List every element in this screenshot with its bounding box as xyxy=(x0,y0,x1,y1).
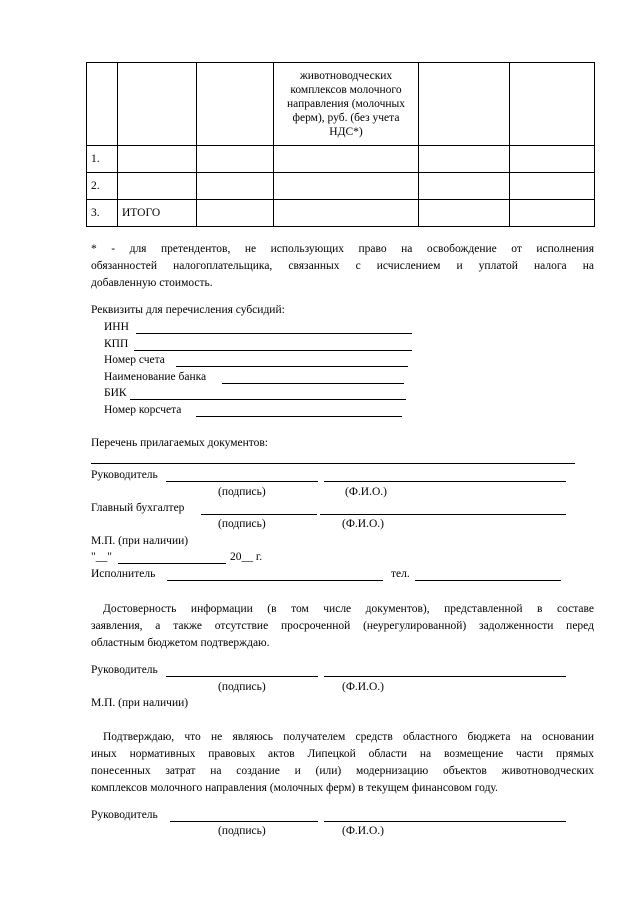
date-year: 20__ г. xyxy=(230,551,263,563)
table-cell xyxy=(274,200,419,227)
requisites-title: Реквизиты для перечисления субсидий: xyxy=(91,304,285,316)
header-line: ферм), руб. (без учета xyxy=(292,112,400,124)
kpp-label: КПП xyxy=(104,338,129,350)
table-header-cell xyxy=(274,63,419,146)
date-month-field[interactable] xyxy=(118,563,226,564)
table-cell xyxy=(510,173,595,200)
documents-title: Перечень прилагаемых документов: xyxy=(91,437,269,449)
paragraph-line: Достоверность информации (в том числе документов), представленной в составе xyxy=(103,603,594,615)
date-day: "__" xyxy=(91,551,112,563)
footnote-line: добавленную стоимость. xyxy=(91,277,213,289)
stamp-label: М.П. (при наличии) xyxy=(91,697,189,709)
fio-caption: (Ф.И.О.) xyxy=(342,681,384,693)
table-cell xyxy=(197,146,274,173)
bank-name-field[interactable] xyxy=(222,383,404,384)
corr-account-label: Номер корсчета xyxy=(104,404,182,416)
table-cell xyxy=(510,200,595,227)
row-number: 3. xyxy=(87,200,118,227)
director-fio-field[interactable] xyxy=(324,821,566,822)
paragraph-line: заявления, а также отсутствие просроченной (неурегулированной) задолженности перед xyxy=(91,620,594,632)
row-name xyxy=(118,173,197,200)
table-cell xyxy=(419,173,510,200)
paragraph-line: понесенных затрат на создание и (или) модернизацию объектов животноводческих xyxy=(91,765,594,777)
footnote-line: * - для претендентов, не использующих право на освобождение от исполнения xyxy=(91,243,594,255)
fio-caption: (Ф.И.О.) xyxy=(342,825,384,837)
signature-caption: (подпись) xyxy=(218,518,266,530)
account-field[interactable] xyxy=(176,366,408,367)
bik-label: БИК xyxy=(104,387,127,399)
inn-field[interactable] xyxy=(136,333,412,334)
signature-caption: (подпись) xyxy=(218,486,266,498)
row-name xyxy=(118,146,197,173)
header-line: НДС*) xyxy=(329,126,363,138)
confirmation-paragraph-2 xyxy=(91,729,594,797)
account-label: Номер счета xyxy=(104,354,165,366)
row-number: 2. xyxy=(87,173,118,200)
signature-caption: (подпись) xyxy=(218,825,266,837)
chief-accountant-label: Главный бухгалтер xyxy=(91,502,185,514)
table-row xyxy=(87,146,595,173)
paragraph-line: комплексов молочного направления (молочных ферм) в текущем финансовом году. xyxy=(91,782,498,794)
table-cell xyxy=(419,63,510,146)
director-signature-field[interactable] xyxy=(170,821,318,822)
table-cell xyxy=(274,173,419,200)
director-label: Руководитель xyxy=(91,469,158,481)
table-cell xyxy=(510,63,595,146)
table-cell xyxy=(197,63,274,146)
table-cell xyxy=(510,146,595,173)
director-signature-field[interactable] xyxy=(166,676,318,677)
header-line: животноводческих xyxy=(299,70,393,82)
fio-caption: (Ф.И.О.) xyxy=(342,518,384,530)
paragraph-line: иных нормативных правовых актов Липецкой области на возмещение части прямых xyxy=(91,748,594,760)
phone-field[interactable] xyxy=(415,580,561,581)
stamp-label: М.П. (при наличии) xyxy=(91,535,189,547)
header-line: комплексов молочного xyxy=(290,84,402,96)
footnote-line: обязанностей налогоплательщика, связанных с исчислением и уплатой налога на xyxy=(91,260,594,272)
confirmation-paragraph-1 xyxy=(91,601,594,652)
table-header-row xyxy=(87,63,595,146)
fio-caption: (Ф.И.О.) xyxy=(345,486,387,498)
signature-caption: (подпись) xyxy=(218,681,266,693)
paragraph-line: Подтверждаю, что не являюсь получателем средств областного бюджета на основании xyxy=(103,731,594,743)
row-name: ИТОГО xyxy=(118,200,197,227)
subsidy-table xyxy=(86,62,595,227)
paragraph-line: областным бюджетом подтверждаю. xyxy=(91,637,270,649)
row-number: 1. xyxy=(87,146,118,173)
table-cell xyxy=(87,63,118,146)
executor-field[interactable] xyxy=(167,580,383,581)
table-cell xyxy=(274,146,419,173)
phone-label: тел. xyxy=(391,568,410,580)
executor-label: Исполнитель xyxy=(91,568,156,580)
director-label: Руководитель xyxy=(91,664,158,676)
director-fio-field[interactable] xyxy=(324,676,566,677)
footnote xyxy=(91,241,594,292)
corr-account-field[interactable] xyxy=(196,416,402,417)
kpp-field[interactable] xyxy=(134,350,412,351)
director-signature-field[interactable] xyxy=(166,481,318,482)
director-fio-field[interactable] xyxy=(324,481,566,482)
table-cell xyxy=(197,173,274,200)
table-cell xyxy=(419,146,510,173)
documents-field[interactable] xyxy=(91,463,575,464)
director-label: Руководитель xyxy=(91,809,158,821)
table-row xyxy=(87,173,595,200)
bank-name-label: Наименование банка xyxy=(104,371,207,383)
header-line: направления (молочных xyxy=(286,98,406,110)
accountant-fio-field[interactable] xyxy=(320,514,566,515)
table-row xyxy=(87,200,595,227)
table-cell xyxy=(118,63,197,146)
accountant-signature-field[interactable] xyxy=(201,514,317,515)
table-cell xyxy=(419,200,510,227)
table-cell xyxy=(197,200,274,227)
inn-label: ИНН xyxy=(104,321,129,333)
bik-field[interactable] xyxy=(130,399,406,400)
